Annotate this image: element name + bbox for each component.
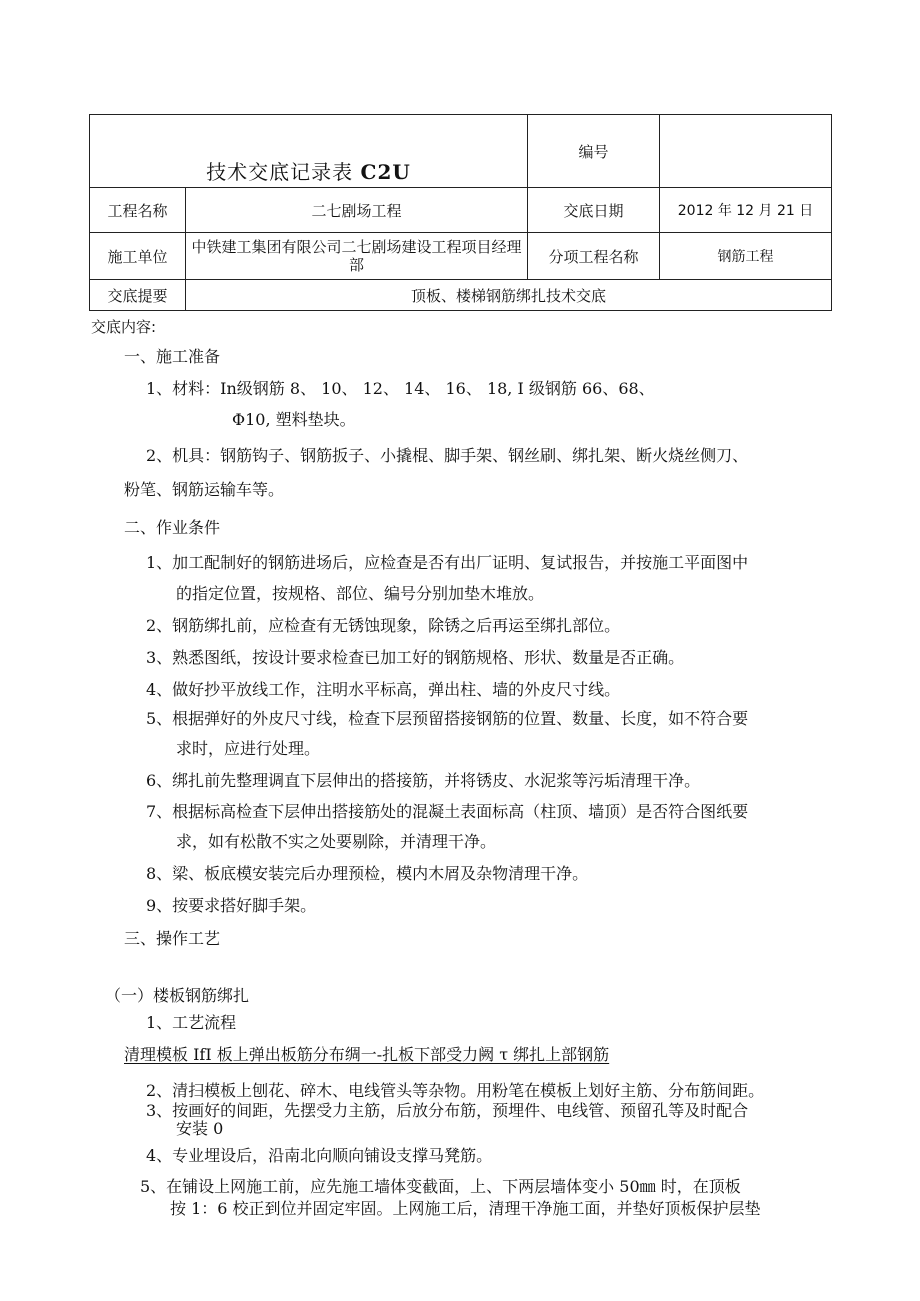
process-flow: 清理模板 IfI 板上弹出板筋分布绸一-扎板下部受力阙 τ 绑扎上部钢筋 [124, 1045, 610, 1064]
paragraph-line: 求，如有松散不实之处要剔除，并清理干净。 [176, 832, 497, 851]
paragraph-line: 按 1：6 校正到位并固定牢固。上网施工后，清理干净施工面，并垫好顶板保护层垫 [170, 1199, 761, 1218]
paragraph-line: 1、加工配制好的钢筋进场后，应检查是否有出厂证明、复试报告，并按施工平面图中 [146, 553, 749, 572]
paragraph-line: 9、按要求搭好脚手架。 [146, 896, 317, 915]
header-table [89, 114, 831, 310]
project-name-label: 工程名称 [90, 188, 186, 233]
paragraph-line: 5、在铺设上网施工前，应先施工墙体变截面，上、下两层墙体变小 50㎜ 时，在顶板 [140, 1177, 741, 1196]
paragraph-line: 的指定位置，按规格、部位、编号分别加垫木堆放。 [176, 584, 545, 603]
subproject-label: 分项工程名称 [528, 233, 660, 280]
paragraph-line: Φ10, 塑料垫块。 [232, 410, 356, 429]
paragraph-line: 8、梁、板底模安装完后办理预检，模内木屑及杂物清理干净。 [146, 864, 589, 883]
paragraph-line: 安装 0 [176, 1119, 224, 1138]
paragraph-line: 1、材料：In级钢筋 8、 10、 12、 14、 16、 18, I 级钢筋 66、68、 [146, 379, 655, 398]
code-value [660, 115, 832, 188]
project-name-value: 二七剧场工程 [186, 188, 528, 233]
paragraph-line: 粉笔、钢筋运输车等。 [124, 480, 285, 499]
form-title-text: 技术交底记录表 [206, 160, 354, 184]
section-heading: 二、作业条件 [124, 518, 221, 537]
paragraph-line: 求时，应进行处理。 [176, 739, 321, 758]
paragraph-line: 3、熟悉图纸，按设计要求检查已加工好的钢筋规格、形状、数量是否正确。 [146, 648, 685, 667]
content-label: 交底内容: [91, 318, 157, 336]
paragraph-line: 5、根据弹好的外皮尺寸线，检查下层预留搭接钢筋的位置、数量、长度，如不符合要 [146, 709, 749, 728]
code-label: 编号 [528, 115, 660, 188]
date-value: 2012 年 12 月 21 日 [660, 188, 832, 233]
subproject-value: 钢筋工程 [660, 233, 832, 280]
section-heading: 一、施工准备 [124, 347, 221, 366]
paragraph-line: 7、根据标高检查下层伸出搭接筋处的混凝土表面标高（柱顶、墙顶）是否符合图纸要 [146, 802, 749, 821]
paragraph-line: 4、做好抄平放线工作，注明水平标高，弹出柱、墙的外皮尺寸线。 [146, 680, 621, 699]
date-label: 交底日期 [528, 188, 660, 233]
section-heading: 三、操作工艺 [124, 929, 221, 948]
paragraph-line: 6、绑扎前先整理调直下层伸出的搭接筋，并将锈皮、水泥浆等污垢清理干净。 [146, 771, 701, 790]
paragraph-line: 3、按画好的间距，先摆受力主筋，后放分布筋，预埋件、电线管、预留孔等及时配合 [146, 1101, 749, 1120]
paragraph-line: 4、专业埋设后，沿南北向顺向铺设支撑马凳筋。 [146, 1146, 493, 1165]
form-title [90, 115, 528, 188]
paragraph-line: 2、机具：钢筋钩子、钢筋扳子、小撬棍、脚手架、钢丝刷、绑扎架、断火烧丝侧刀、 [146, 446, 749, 465]
paragraph-line: 1、工艺流程 [146, 1013, 237, 1032]
unit-value: 中铁建工集团有限公司二七剧场建设工程项目经理部 [186, 233, 528, 280]
unit-label: 施工单位 [90, 233, 186, 280]
form-code: C2U [360, 160, 411, 184]
paragraph-line: 2、钢筋绑扎前，应检查有无锈蚀现象，除锈之后再运至绑扎部位。 [146, 616, 621, 635]
summary-value: 顶板、楼梯钢筋绑扎技术交底 [186, 280, 832, 311]
summary-label: 交底提要 [90, 280, 186, 311]
paragraph-line: 2、清扫模板上刨花、碎木、电线管头等杂物。用粉笔在模板上划好主筋、分布筋间距。 [146, 1081, 765, 1100]
subsection-heading: （一）楼板钢筋绑扎 [105, 986, 250, 1005]
